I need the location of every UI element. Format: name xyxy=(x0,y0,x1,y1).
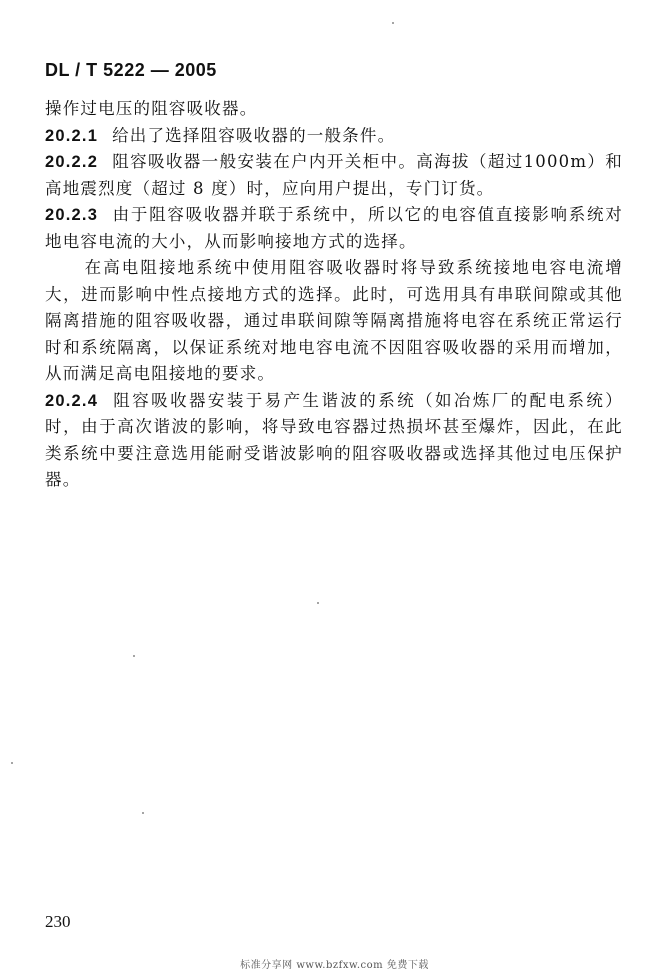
scan-speck xyxy=(317,602,319,604)
paragraph-text: 给出了选择阻容吸收器的一般条件。 xyxy=(112,125,396,145)
paragraph-continuation xyxy=(45,96,623,123)
scan-speck xyxy=(142,812,144,814)
clause-number: 20.2.1 xyxy=(45,126,99,145)
clause-20-2-2 xyxy=(45,149,623,202)
standard-code-header: DL / T 5222 — 2005 xyxy=(45,60,217,80)
clause-20-2-4 xyxy=(45,388,623,494)
clause-number: 20.2.3 xyxy=(45,206,99,224)
watermark-footer: 标准分享网 www.bzfxw.com 免费下载 xyxy=(240,960,429,971)
clause-20-2-1 xyxy=(45,123,623,150)
clause-number: 20.2.4 xyxy=(45,391,99,410)
clause-20-2-3 xyxy=(45,202,623,255)
scan-speck xyxy=(133,655,135,657)
paragraph-high-resistance xyxy=(45,255,623,388)
page-number: 230 xyxy=(45,912,71,931)
scan-speck xyxy=(11,762,13,764)
paragraph-text: 阻容吸收器一般安装在户内开关柜中。高海拔（超过1000m）和高地震烈度（超过 8 度）时，应向用户提出，专门订货。 xyxy=(45,152,623,198)
clause-number: 20.2.2 xyxy=(45,153,99,171)
paragraph-text: 由于阻容吸收器并联于系统中，所以它的电容值直接影响系统对地电容电流的大小，从而影响接地方式的选择。 xyxy=(45,205,623,251)
paragraph-text: 阻容吸收器安装于易产生谐波的系统（如冶炼厂的配电系统）时，由于高次谐波的影响，将导致电容器过热损坏甚至爆炸，因此，在此类系统中要注意选用能耐受谐波影响的阻容吸收器或选择其他过电压保护器。 xyxy=(45,390,623,489)
paragraph-text: 在高电阻接地系统中使用阻容吸收器时将导致系统接地电容电流增大，进而影响中性点接地方式的选择。此时，可选用具有串联间隙或其他隔离措施的阻容吸收器，通过串联间隙等隔离措施将电容在系统正常运行时和系统隔离，以保证系统对地电容电流不因阻容吸收器的采用而增加，从而满足高电阻接地的要求。 xyxy=(45,258,623,383)
body-text xyxy=(45,96,623,494)
paragraph-text: 操作过电压的阻容吸收器。 xyxy=(45,99,258,118)
scan-speck xyxy=(392,22,394,24)
